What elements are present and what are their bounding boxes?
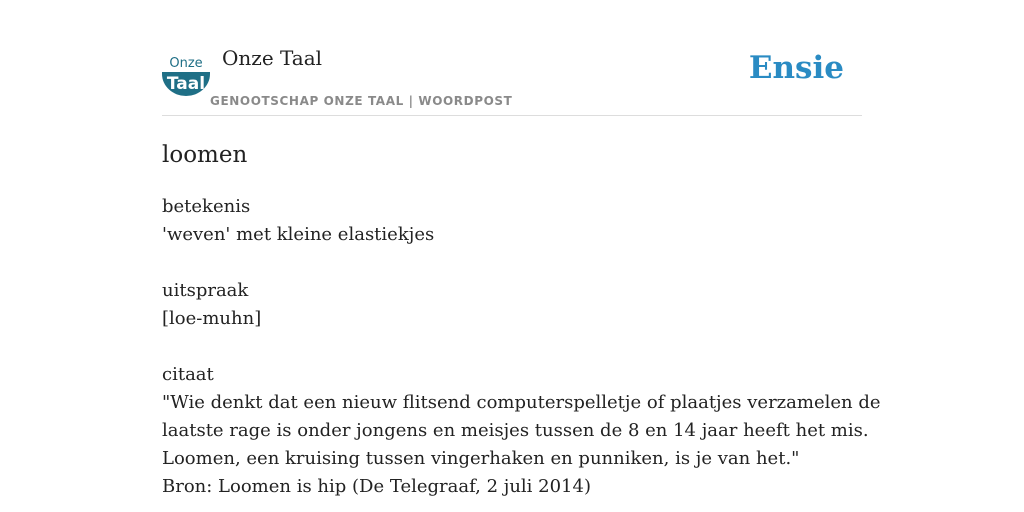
quote-label: citaat <box>162 364 214 385</box>
entry-body <box>162 193 881 501</box>
quote-line: laatste rage is onder jongens en meisjes tussen de 8 en 14 jaar heeft het mis. <box>162 420 869 441</box>
ensie-brand-link[interactable]: Ensie <box>748 50 844 86</box>
entry-content <box>162 139 881 512</box>
pronunciation-label: uitspraak <box>162 280 249 301</box>
meaning-section <box>162 193 862 249</box>
entry-title: loomen <box>162 142 248 168</box>
site-subtitle: GENOOTSCHAP ONZE TAAL | WOORDPOST <box>210 94 513 108</box>
site-header <box>162 40 862 116</box>
logo-text-onze: Onze <box>169 56 203 71</box>
onze-taal-logo[interactable] <box>162 52 210 96</box>
site-name-link[interactable]: Onze Taal <box>222 46 323 70</box>
meaning-label: betekenis <box>162 196 251 217</box>
quote-source: Bron: Loomen is hip (De Telegraaf, 2 juli 2014) <box>162 476 591 497</box>
quote-line: "Wie denkt dat een nieuw flitsend computerspelletje of plaatjes verzamelen de <box>162 392 881 413</box>
pronunciation-text: [loe-muhn] <box>162 308 262 329</box>
logo-text-taal: Taal <box>166 74 206 94</box>
pronunciation-section <box>162 277 862 333</box>
quote-line: Loomen, een kruising tussen vingerhaken en punniken, is je van het." <box>162 448 800 469</box>
quote-section <box>162 361 881 501</box>
meaning-text: 'weven' met kleine elastiekjes <box>162 224 435 245</box>
